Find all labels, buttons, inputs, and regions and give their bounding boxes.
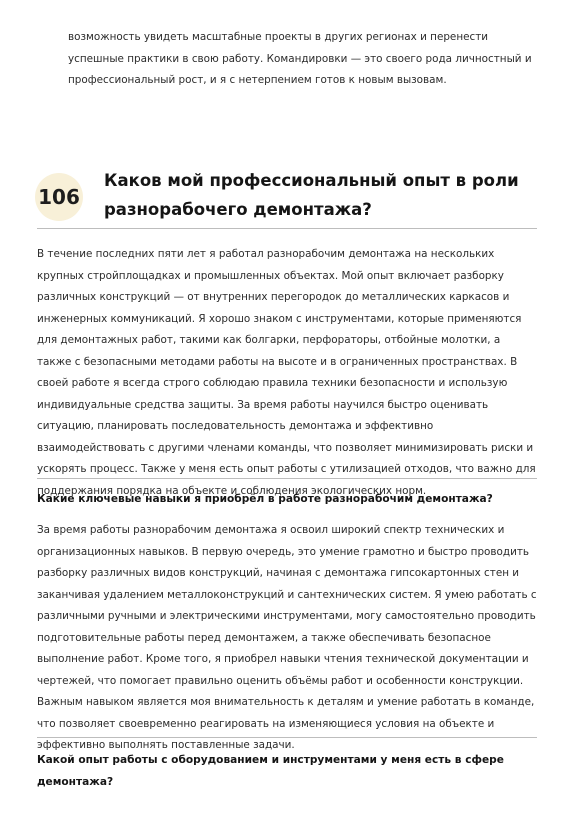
question-heading-skills: Какие ключевые навыки я приобрёл в работе разнорабочим демонтажа? [37,493,493,505]
question-answer-skills: За время работы разнорабочим демонтажа я освоил широкий спектр технических и организационных навыков. В первую очередь, это умение грамотно и быстро проводить разборку различных видов конструкций, начиная с демонтажа гипсокартонных стен и заканчивая удалением металлоконструкций и сантехнических систем. Я умею работать с различными ручными и электрическими инструментами, могу самостоятельно проводить подготовительные работы перед демонтажем, а также обеспечивать безопасное выполнение работ. Кроме того, я приобрел навыки чтения технической документации и чертежей, что помогает правильно оценить объёмы работ и особенности конструкции. Важным навыком является моя внимательность к деталям и умение работать в команде, что позволяет своевременно реагировать на изменяющиеся условия на объекте и эффективно выполнять поставленные задачи. [37,524,537,751]
section-body-paragraph: В течение последних пяти лет я работал разнорабочим демонтажа на нескольких крупных стройплощадках и промышленных объектах. Мой опыт включает разборку различных конструкций — от внутренних перегородок до металлических каркасов и инженерных коммуникаций. Я хорошо знаком с инструментами, которые применяются для демонтажных работ, такими как болгарки, перфораторы, отбойные молотки, а также с безопасными методами работы на высоте и в ограниченных пространствах. В своей работе я всегда строго соблюдаю правила техники безопасности и использую индивидуальные средства защиты. За время работы научился быстро оценивать ситуацию, планировать последовательность демонтажа и эффективно взаимодействовать с другими членами команды, что позволяет минимизировать риски и ускорять процесс. Также у меня есть опыт работы с утилизацией отходов, что важно для поддержания порядка на объекте и соблюдения экологических норм. [37,248,536,497]
divider [37,737,537,738]
intro-paragraph: возможность увидеть масштабные проекты в других регионах и перенести успешные практики в свою работу. Командировки — это своего рода личностный и профессиональный рост, и я с нетерпением готов к новым вызовам. [68,31,532,86]
question-heading-equipment: Какой опыт работы с оборудованием и инструментами у меня есть в сфере демонтажа? [37,754,504,788]
divider [37,478,537,479]
section-divider [37,228,537,229]
section-number-badge: 106 [35,173,83,221]
section-title: Каков мой профессиональный опыт в роли разнорабочего демонтажа? [104,171,519,219]
